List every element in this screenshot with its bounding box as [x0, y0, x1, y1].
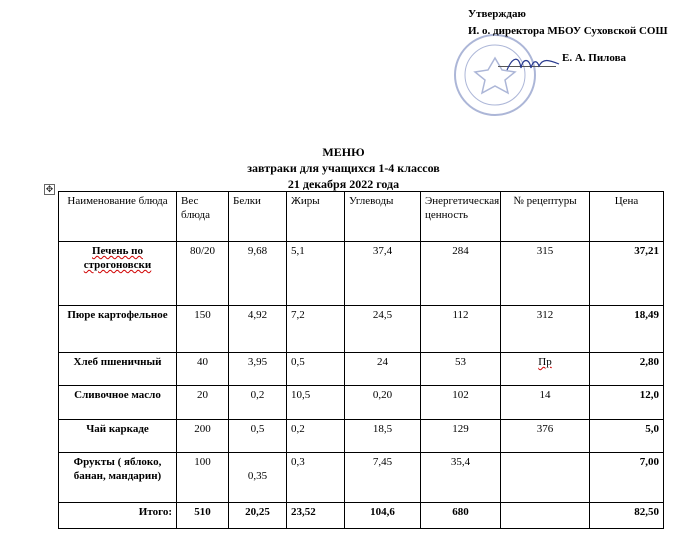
- total-price: 82,50: [590, 503, 664, 529]
- row-name: Пюре картофельное: [59, 306, 177, 353]
- table-row: [59, 242, 664, 306]
- menu-title: МЕНЮ: [322, 145, 365, 159]
- row-name: Сливочное масло: [59, 386, 177, 420]
- total-weight: 510: [177, 503, 229, 529]
- menu-date: 21 декабря 2022 года: [287, 177, 400, 191]
- row-name: Чай каркаде: [59, 420, 177, 453]
- row-protein: 0,5: [229, 420, 287, 453]
- table-move-handle-icon[interactable]: ✥: [45, 184, 54, 194]
- row-carbs: 0,20: [345, 386, 421, 420]
- table-total-row: [59, 503, 664, 529]
- row-protein: 0,35: [229, 453, 287, 503]
- approval-block: [468, 6, 683, 67]
- row-price: 5,0: [590, 420, 664, 453]
- table-row: [59, 453, 664, 503]
- row-protein: 4,92: [229, 306, 287, 353]
- row-fat: 5,1: [287, 242, 345, 306]
- row-carbs: 24,5: [345, 306, 421, 353]
- row-energy: 284: [421, 242, 501, 306]
- header-name: Наименование блюда: [59, 192, 177, 242]
- approval-position: И. о. директора МБОУ Суховской СОШ: [468, 25, 668, 37]
- row-name: Хлеб пшеничный: [59, 353, 177, 386]
- row-carbs: 37,4: [345, 242, 421, 306]
- row-weight: 200: [177, 420, 229, 453]
- row-carbs: 7,45: [345, 453, 421, 503]
- row-price: 12,0: [590, 386, 664, 420]
- approval-title: Утверждаю: [468, 8, 526, 20]
- row-name: Фрукты ( яблоко, банан, мандарин): [59, 453, 177, 503]
- row-weight: 150: [177, 306, 229, 353]
- row-weight: 40: [177, 353, 229, 386]
- row-weight: 20: [177, 386, 229, 420]
- row-fat: 7,2: [287, 306, 345, 353]
- approval-signature-row: [468, 50, 683, 67]
- row-energy: 35,4: [421, 453, 501, 503]
- total-fat: 23,52: [287, 503, 345, 529]
- row-protein: 3,95: [229, 353, 287, 386]
- total-energy: 680: [421, 503, 501, 529]
- row-recipe: [501, 453, 590, 503]
- row-protein: 9,68: [229, 242, 287, 306]
- row-recipe: Пр: [501, 353, 590, 386]
- row-fat: 0,5: [287, 353, 345, 386]
- total-carbs: 104,6: [345, 503, 421, 529]
- row-fat: 0,3: [287, 453, 345, 503]
- table-row: [59, 306, 664, 353]
- row-name: Печень по строгоновски: [59, 242, 177, 306]
- row-price: 7,00: [590, 453, 664, 503]
- row-weight: 100: [177, 453, 229, 503]
- row-recipe: 312: [501, 306, 590, 353]
- header-energy: Энергетическая ценность: [421, 192, 501, 242]
- menu-subtitle: завтраки для учащихся 1-4 классов: [247, 161, 440, 175]
- table-header-row: [59, 192, 664, 242]
- header-weight: Вес блюда: [177, 192, 229, 242]
- header-fat: Жиры: [287, 192, 345, 242]
- row-energy: 102: [421, 386, 501, 420]
- menu-table: [58, 191, 664, 529]
- row-price: 2,80: [590, 353, 664, 386]
- header-protein: Белки: [229, 192, 287, 242]
- signature-icon: [505, 52, 561, 76]
- row-carbs: 18,5: [345, 420, 421, 453]
- row-energy: 129: [421, 420, 501, 453]
- row-recipe: 14: [501, 386, 590, 420]
- total-recipe: [501, 503, 590, 529]
- row-recipe: 315: [501, 242, 590, 306]
- row-recipe: 376: [501, 420, 590, 453]
- total-protein: 20,25: [229, 503, 287, 529]
- row-protein: 0,2: [229, 386, 287, 420]
- row-fat: 0,2: [287, 420, 345, 453]
- approval-signer: Е. А. Пилова: [562, 52, 627, 64]
- row-energy: 53: [421, 353, 501, 386]
- row-price: 18,49: [590, 306, 664, 353]
- table-row: [59, 386, 664, 420]
- row-fat: 10,5: [287, 386, 345, 420]
- row-price: 37,21: [590, 242, 664, 306]
- row-weight: 80/20: [177, 242, 229, 306]
- header-price: Цена: [590, 192, 664, 242]
- row-energy: 112: [421, 306, 501, 353]
- table-row: [59, 420, 664, 453]
- header-carbs: Углеводы: [345, 192, 421, 242]
- total-label: Итого:: [59, 503, 177, 529]
- row-carbs: 24: [345, 353, 421, 386]
- table-row: [59, 353, 664, 386]
- header-recipe: № рецептуры: [501, 192, 590, 242]
